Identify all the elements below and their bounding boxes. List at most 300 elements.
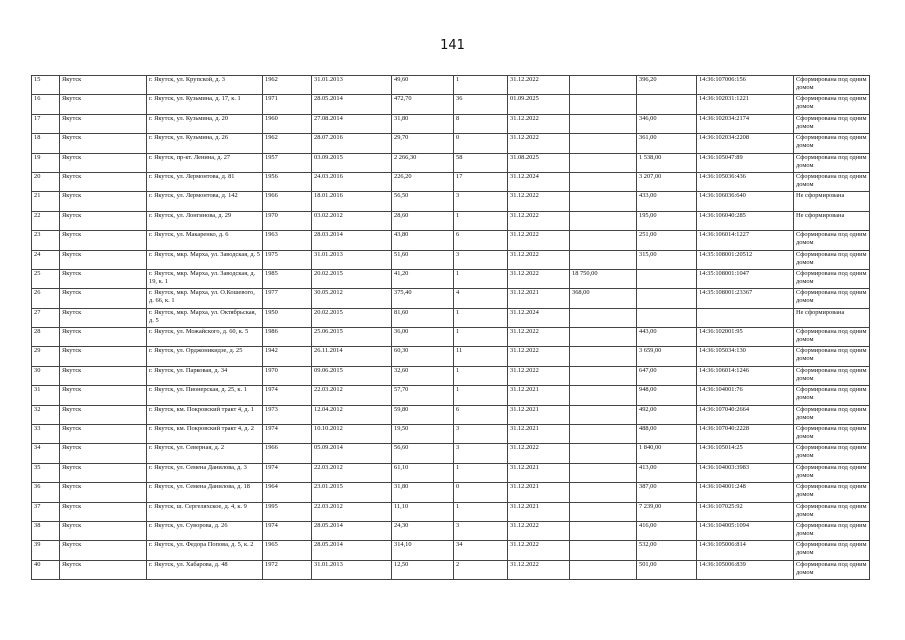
row-number-cell: 19 [32, 153, 60, 172]
cost-cell [570, 153, 637, 172]
cadastral-number-cell: 14:36:106014:1227 [697, 231, 794, 250]
land-status-cell: Сформирована под одним домом [794, 541, 870, 560]
plan-date-cell: 01.09.2025 [508, 95, 570, 114]
table-row [32, 153, 870, 172]
city-cell: Якутск [60, 386, 147, 405]
plan-date-cell: 31.12.2021 [508, 386, 570, 405]
cadastral-number-cell: 14:36:106014:1246 [697, 366, 794, 385]
cost-alt-cell: 3 659,00 [637, 347, 697, 366]
year-cell: 1964 [263, 483, 312, 502]
row-number-cell: 36 [32, 483, 60, 502]
city-cell: Якутск [60, 192, 147, 211]
land-status-cell: Сформирована под одним домом [794, 366, 870, 385]
year-cell: 1973 [263, 405, 312, 424]
area-cell: 32,60 [392, 366, 454, 385]
address-cell: г. Якутск, мкр. Марха, ул. Октябрьская, д. 5 [147, 308, 263, 327]
cost-cell [570, 405, 637, 424]
cadastral-number-cell: 14:36:102034:2208 [697, 134, 794, 153]
city-cell: Якутск [60, 463, 147, 482]
year-cell: 1962 [263, 76, 312, 95]
cadastral-number-cell: 14:36:104001:248 [697, 483, 794, 502]
table-row [32, 192, 870, 211]
cost-cell [570, 521, 637, 540]
land-status-cell: Сформирована под одним домом [794, 76, 870, 95]
address-cell: г. Якутск, ул. Федора Попова, д. 5, к. 2 [147, 541, 263, 560]
cost-alt-cell: 492,00 [637, 405, 697, 424]
city-cell: Якутск [60, 134, 147, 153]
plan-date-cell: 31.12.2024 [508, 172, 570, 191]
cost-alt-cell: 346,00 [637, 114, 697, 133]
row-number-cell: 32 [32, 405, 60, 424]
count-cell: 3 [454, 444, 508, 463]
year-cell: 1957 [263, 153, 312, 172]
address-cell: г. Якутск, ул. Макаренко, д. 6 [147, 231, 263, 250]
address-cell: г. Якутск, км. Покровский тракт 4, д. 1 [147, 405, 263, 424]
area-cell: 12,50 [392, 560, 454, 579]
cost-alt-cell: 251,00 [637, 231, 697, 250]
count-cell: 8 [454, 114, 508, 133]
cadastral-number-cell: 14:36:107040:2664 [697, 405, 794, 424]
housing-table [31, 75, 870, 580]
city-cell: Якутск [60, 483, 147, 502]
date-cell: 28.05.2014 [312, 521, 392, 540]
cost-cell [570, 366, 637, 385]
area-cell: 31,80 [392, 483, 454, 502]
plan-date-cell: 31.12.2021 [508, 463, 570, 482]
year-cell: 1956 [263, 172, 312, 191]
plan-date-cell: 31.12.2022 [508, 192, 570, 211]
count-cell: 0 [454, 483, 508, 502]
date-cell: 28.05.2014 [312, 95, 392, 114]
count-cell: 2 [454, 560, 508, 579]
cadastral-number-cell: 14:36:106036:640 [697, 192, 794, 211]
area-cell: 24,30 [392, 521, 454, 540]
cost-alt-cell [637, 289, 697, 308]
cost-cell [570, 308, 637, 327]
cost-cell: 18 750,00 [570, 269, 637, 288]
plan-date-cell: 31.12.2021 [508, 483, 570, 502]
date-cell: 22.03.2012 [312, 463, 392, 482]
cadastral-number-cell: 14:36:105047:89 [697, 153, 794, 172]
table-row [32, 560, 870, 579]
row-number-cell: 35 [32, 463, 60, 482]
city-cell: Якутск [60, 211, 147, 230]
count-cell: 1 [454, 463, 508, 482]
table-row [32, 483, 870, 502]
year-cell: 1972 [263, 560, 312, 579]
year-cell: 1970 [263, 211, 312, 230]
cost-alt-cell: 443,00 [637, 328, 697, 347]
date-cell: 30.05.2012 [312, 289, 392, 308]
area-cell: 28,60 [392, 211, 454, 230]
area-cell: 19,50 [392, 425, 454, 444]
plan-date-cell: 31.12.2021 [508, 502, 570, 521]
land-status-cell: Сформирована под одним домом [794, 483, 870, 502]
row-number-cell: 27 [32, 308, 60, 327]
row-number-cell: 39 [32, 541, 60, 560]
cost-alt-cell [637, 95, 697, 114]
date-cell: 03.02.2012 [312, 211, 392, 230]
date-cell: 28.07.2016 [312, 134, 392, 153]
row-number-cell: 33 [32, 425, 60, 444]
area-cell: 11,10 [392, 502, 454, 521]
year-cell: 1975 [263, 250, 312, 269]
count-cell: 1 [454, 308, 508, 327]
cadastral-number-cell: 14:36:107025:92 [697, 502, 794, 521]
address-cell: г. Якутск, мкр. Марха, ул. Заводская, д. 19, к. 1 [147, 269, 263, 288]
address-cell: г. Якутск, ул. Орджоникидзе, д. 25 [147, 347, 263, 366]
area-cell: 57,70 [392, 386, 454, 405]
area-cell: 81,60 [392, 308, 454, 327]
cost-cell [570, 95, 637, 114]
cost-cell [570, 444, 637, 463]
area-cell: 472,70 [392, 95, 454, 114]
land-status-cell: Сформирована под одним домом [794, 521, 870, 540]
plan-date-cell: 31.12.2022 [508, 250, 570, 269]
date-cell: 31.01.2013 [312, 76, 392, 95]
address-cell: г. Якутск, ул. Суворова, д. 26 [147, 521, 263, 540]
cost-alt-cell: 501,00 [637, 560, 697, 579]
area-cell: 2 266,30 [392, 153, 454, 172]
area-cell: 375,40 [392, 289, 454, 308]
year-cell: 1974 [263, 386, 312, 405]
cost-alt-cell: 195,00 [637, 211, 697, 230]
date-cell: 03.09.2015 [312, 153, 392, 172]
row-number-cell: 28 [32, 328, 60, 347]
plan-date-cell: 31.12.2021 [508, 405, 570, 424]
area-cell: 36,00 [392, 328, 454, 347]
area-cell: 56,50 [392, 192, 454, 211]
row-number-cell: 30 [32, 366, 60, 385]
year-cell: 1960 [263, 114, 312, 133]
cost-cell [570, 211, 637, 230]
count-cell: 3 [454, 425, 508, 444]
count-cell: 1 [454, 502, 508, 521]
year-cell: 1950 [263, 308, 312, 327]
plan-date-cell: 31.12.2022 [508, 114, 570, 133]
plan-date-cell: 31.12.2022 [508, 328, 570, 347]
table-row [32, 231, 870, 250]
city-cell: Якутск [60, 289, 147, 308]
year-cell: 1971 [263, 95, 312, 114]
address-cell: г. Якутск, км. Покровский тракт 4, д. 2 [147, 425, 263, 444]
city-cell: Якутск [60, 76, 147, 95]
cost-cell [570, 347, 637, 366]
cost-alt-cell: 315,00 [637, 250, 697, 269]
plan-date-cell: 31.12.2022 [508, 211, 570, 230]
table-row [32, 405, 870, 424]
land-status-cell: Сформирована под одним домом [794, 347, 870, 366]
row-number-cell: 40 [32, 560, 60, 579]
date-cell: 09.06.2015 [312, 366, 392, 385]
row-number-cell: 25 [32, 269, 60, 288]
city-cell: Якутск [60, 560, 147, 579]
date-cell: 20.02.2015 [312, 269, 392, 288]
cost-cell [570, 463, 637, 482]
row-number-cell: 34 [32, 444, 60, 463]
area-cell: 226,20 [392, 172, 454, 191]
count-cell: 1 [454, 211, 508, 230]
address-cell: г. Якутск, ул. Семена Данилова, д. 18 [147, 483, 263, 502]
year-cell: 1963 [263, 231, 312, 250]
land-status-cell: Сформирована под одним домом [794, 172, 870, 191]
date-cell: 31.01.2013 [312, 250, 392, 269]
cost-alt-cell: 413,00 [637, 463, 697, 482]
count-cell: 4 [454, 289, 508, 308]
count-cell: 36 [454, 95, 508, 114]
count-cell: 1 [454, 76, 508, 95]
address-cell: г. Якутск, ул. Парковая, д. 34 [147, 366, 263, 385]
city-cell: Якутск [60, 521, 147, 540]
cost-cell [570, 172, 637, 191]
cost-alt-cell: 1 538,00 [637, 153, 697, 172]
table-row [32, 444, 870, 463]
date-cell: 22.03.2012 [312, 386, 392, 405]
table-row [32, 95, 870, 114]
cost-cell [570, 134, 637, 153]
cadastral-number-cell: 14:36:107006:156 [697, 76, 794, 95]
table-row [32, 463, 870, 482]
cadastral-number-cell: 14:35:108001:1047 [697, 269, 794, 288]
land-status-cell: Сформирована под одним домом [794, 444, 870, 463]
date-cell: 05.09.2014 [312, 444, 392, 463]
plan-date-cell: 31.12.2022 [508, 347, 570, 366]
address-cell: г. Якутск, ул. Хабарова, д. 48 [147, 560, 263, 579]
cost-cell [570, 483, 637, 502]
city-cell: Якутск [60, 95, 147, 114]
count-cell: 6 [454, 405, 508, 424]
year-cell: 1995 [263, 502, 312, 521]
cost-alt-cell [637, 308, 697, 327]
city-cell: Якутск [60, 541, 147, 560]
year-cell: 1965 [263, 541, 312, 560]
table-row [32, 172, 870, 191]
address-cell: г. Якутск, ул. Можайского, д. 60, к. 5 [147, 328, 263, 347]
cost-alt-cell: 396,20 [637, 76, 697, 95]
city-cell: Якутск [60, 444, 147, 463]
year-cell: 1962 [263, 134, 312, 153]
cost-alt-cell: 361,00 [637, 134, 697, 153]
count-cell: 11 [454, 347, 508, 366]
table-row [32, 269, 870, 288]
date-cell: 28.05.2014 [312, 541, 392, 560]
table-row [32, 386, 870, 405]
plan-date-cell: 31.12.2022 [508, 366, 570, 385]
row-number-cell: 21 [32, 192, 60, 211]
year-cell: 1966 [263, 192, 312, 211]
address-cell: г. Якутск, ул. Кузьмина, д. 20 [147, 114, 263, 133]
date-cell: 28.03.2014 [312, 231, 392, 250]
cost-alt-cell: 948,00 [637, 386, 697, 405]
cost-cell: 368,00 [570, 289, 637, 308]
plan-date-cell: 31.08.2025 [508, 153, 570, 172]
city-cell: Якутск [60, 231, 147, 250]
city-cell: Якутск [60, 114, 147, 133]
year-cell: 1966 [263, 444, 312, 463]
cadastral-number-cell: 14:36:105036:436 [697, 172, 794, 191]
address-cell: г. Якутск, ул. Лермонтова, д. 81 [147, 172, 263, 191]
plan-date-cell: 31.12.2022 [508, 521, 570, 540]
row-number-cell: 29 [32, 347, 60, 366]
row-number-cell: 26 [32, 289, 60, 308]
cost-cell [570, 250, 637, 269]
land-status-cell: Сформирована под одним домом [794, 153, 870, 172]
plan-date-cell: 31.12.2022 [508, 134, 570, 153]
row-number-cell: 18 [32, 134, 60, 153]
date-cell: 24.03.2016 [312, 172, 392, 191]
city-cell: Якутск [60, 308, 147, 327]
row-number-cell: 22 [32, 211, 60, 230]
area-cell: 314,10 [392, 541, 454, 560]
date-cell: 25.06.2015 [312, 328, 392, 347]
year-cell: 1974 [263, 463, 312, 482]
row-number-cell: 31 [32, 386, 60, 405]
address-cell: г. Якутск, ул. Северная, д. 2 [147, 444, 263, 463]
cost-alt-cell [637, 269, 697, 288]
land-status-cell: Не сформирована [794, 211, 870, 230]
cost-cell [570, 231, 637, 250]
cost-alt-cell: 1 840,00 [637, 444, 697, 463]
table-row [32, 250, 870, 269]
area-cell: 61,10 [392, 463, 454, 482]
address-cell: г. Якутск, ш. Сергеляхское, д. 4, к. 9 [147, 502, 263, 521]
year-cell: 1985 [263, 269, 312, 288]
row-number-cell: 16 [32, 95, 60, 114]
cadastral-number-cell: 14:36:105006:814 [697, 541, 794, 560]
cost-alt-cell: 488,00 [637, 425, 697, 444]
land-status-cell: Сформирована под одним домом [794, 328, 870, 347]
plan-date-cell: 31.12.2024 [508, 308, 570, 327]
date-cell: 22.03.2012 [312, 502, 392, 521]
land-status-cell: Сформирована под одним домом [794, 269, 870, 288]
cost-alt-cell: 7 239,00 [637, 502, 697, 521]
plan-date-cell: 31.12.2022 [508, 76, 570, 95]
cadastral-number-cell: 14:35:108001:23367 [697, 289, 794, 308]
address-cell: г. Якутск, пр-кт. Ленина, д. 27 [147, 153, 263, 172]
area-cell: 51,60 [392, 250, 454, 269]
date-cell: 27.08.2014 [312, 114, 392, 133]
date-cell: 12.04.2012 [312, 405, 392, 424]
address-cell: г. Якутск, ул. Кузьмина, д. 17, к. 1 [147, 95, 263, 114]
cadastral-number-cell: 14:36:105006:839 [697, 560, 794, 579]
cadastral-number-cell: 14:36:105014:25 [697, 444, 794, 463]
count-cell: 17 [454, 172, 508, 191]
table-row [32, 521, 870, 540]
year-cell: 1986 [263, 328, 312, 347]
cost-cell [570, 114, 637, 133]
table-row [32, 76, 870, 95]
address-cell: г. Якутск, ул. Лермонтова, д. 142 [147, 192, 263, 211]
year-cell: 1942 [263, 347, 312, 366]
address-cell: г. Якутск, мкр. Марха, ул. О.Кошевого, д. 66, к. 1 [147, 289, 263, 308]
land-status-cell: Сформирована под одним домом [794, 114, 870, 133]
land-status-cell: Сформирована под одним домом [794, 134, 870, 153]
city-cell: Якутск [60, 425, 147, 444]
area-cell: 29,70 [392, 134, 454, 153]
cost-alt-cell: 647,00 [637, 366, 697, 385]
date-cell: 10.10.2012 [312, 425, 392, 444]
area-cell: 43,80 [392, 231, 454, 250]
land-status-cell: Сформирована под одним домом [794, 386, 870, 405]
count-cell: 3 [454, 521, 508, 540]
count-cell: 58 [454, 153, 508, 172]
table-row [32, 114, 870, 133]
cost-cell [570, 425, 637, 444]
count-cell: 1 [454, 328, 508, 347]
area-cell: 60,30 [392, 347, 454, 366]
cadastral-number-cell: 14:36:102031:1221 [697, 95, 794, 114]
city-cell: Якутск [60, 172, 147, 191]
address-cell: г. Якутск, мкр. Марха, ул. Заводская, д. 5 [147, 250, 263, 269]
count-cell: 0 [454, 134, 508, 153]
area-cell: 56,60 [392, 444, 454, 463]
land-status-cell: Не сформирована [794, 308, 870, 327]
land-status-cell: Сформирована под одним домом [794, 560, 870, 579]
table-row [32, 425, 870, 444]
count-cell: 3 [454, 192, 508, 211]
city-cell: Якутск [60, 269, 147, 288]
cost-cell [570, 192, 637, 211]
area-cell: 59,80 [392, 405, 454, 424]
area-cell: 31,80 [392, 114, 454, 133]
row-number-cell: 15 [32, 76, 60, 95]
plan-date-cell: 31.12.2022 [508, 541, 570, 560]
row-number-cell: 24 [32, 250, 60, 269]
cadastral-number-cell: 14:36:102034:2174 [697, 114, 794, 133]
cost-cell [570, 502, 637, 521]
count-cell: 3 [454, 250, 508, 269]
address-cell: г. Якутск, ул. Лонгинова, д. 29 [147, 211, 263, 230]
table-row [32, 541, 870, 560]
cadastral-number-cell: 14:35:108001:20512 [697, 250, 794, 269]
cost-alt-cell: 433,00 [637, 192, 697, 211]
cost-cell [570, 541, 637, 560]
area-cell: 49,60 [392, 76, 454, 95]
plan-date-cell: 31.12.2022 [508, 269, 570, 288]
land-status-cell: Сформирована под одним домом [794, 405, 870, 424]
area-cell: 41,20 [392, 269, 454, 288]
date-cell: 23.01.2015 [312, 483, 392, 502]
row-number-cell: 20 [32, 172, 60, 191]
city-cell: Якутск [60, 347, 147, 366]
year-cell: 1977 [263, 289, 312, 308]
year-cell: 1974 [263, 521, 312, 540]
cadastral-number-cell: 14:36:104005:1094 [697, 521, 794, 540]
plan-date-cell: 31.12.2022 [508, 560, 570, 579]
row-number-cell: 17 [32, 114, 60, 133]
address-cell: г. Якутск, ул. Кузьмина, д. 26 [147, 134, 263, 153]
cadastral-number-cell: 14:36:104003:3983 [697, 463, 794, 482]
count-cell: 1 [454, 269, 508, 288]
cost-alt-cell: 387,00 [637, 483, 697, 502]
city-cell: Якутск [60, 366, 147, 385]
land-status-cell: Сформирована под одним домом [794, 95, 870, 114]
cadastral-number-cell: 14:36:104001:76 [697, 386, 794, 405]
count-cell: 1 [454, 386, 508, 405]
cadastral-number-cell: 14:36:107040:2228 [697, 425, 794, 444]
city-cell: Якутск [60, 405, 147, 424]
land-status-cell: Сформирована под одним домом [794, 463, 870, 482]
land-status-cell: Сформирована под одним домом [794, 231, 870, 250]
address-cell: г. Якутск, ул. Семена Данилова, д. 3 [147, 463, 263, 482]
land-status-cell: Не сформирована [794, 192, 870, 211]
table-row [32, 308, 870, 327]
city-cell: Якутск [60, 250, 147, 269]
table-row [32, 328, 870, 347]
table-row [32, 347, 870, 366]
count-cell: 1 [454, 366, 508, 385]
land-status-cell: Сформирована под одним домом [794, 289, 870, 308]
